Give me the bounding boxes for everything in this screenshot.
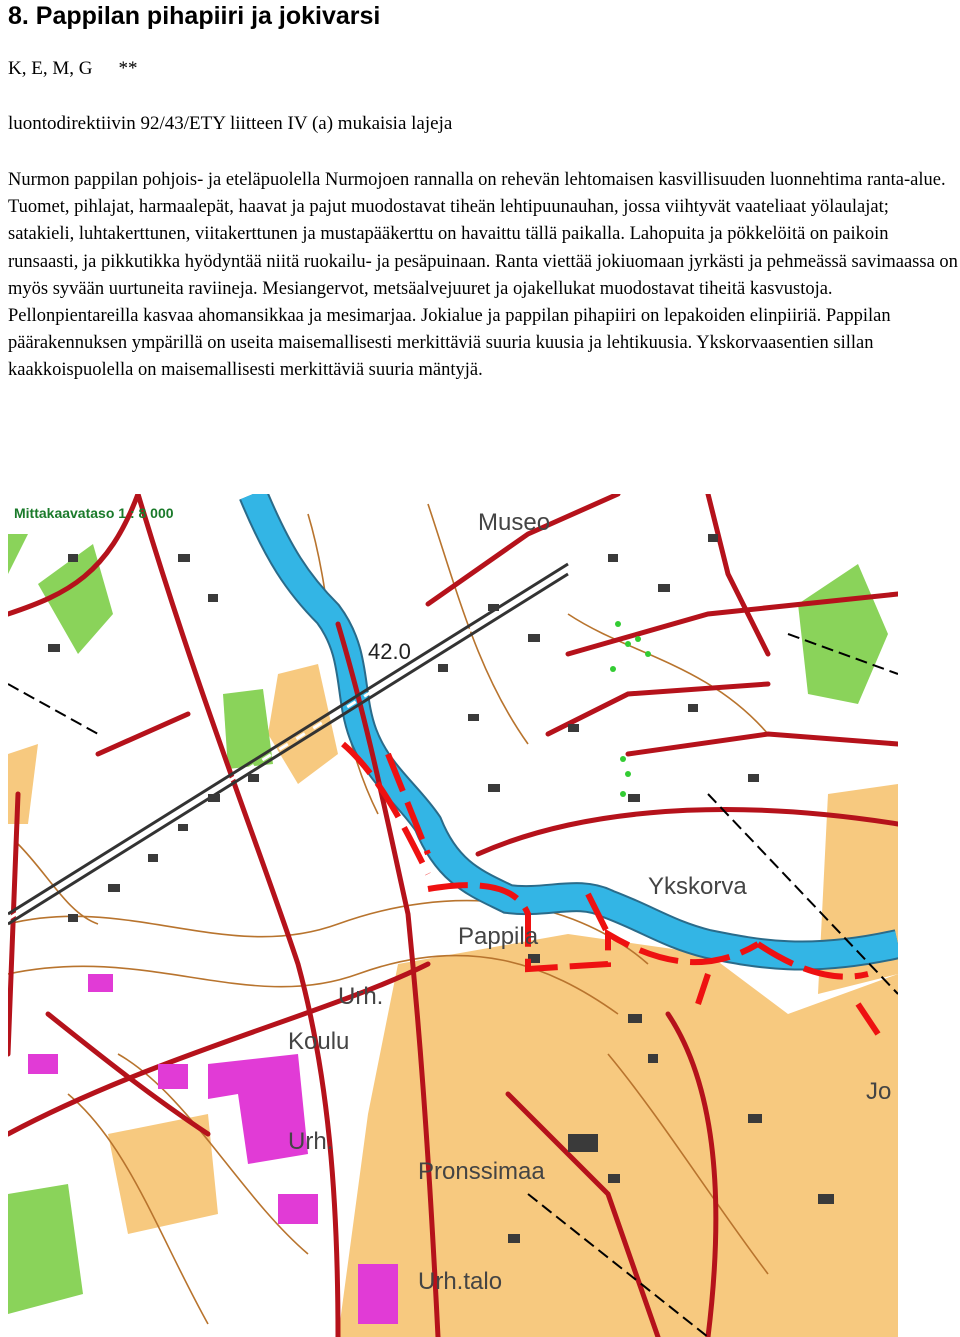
scale-label: Mittakaavataso 1 : 8 000: [14, 505, 174, 521]
rating-stars: **: [118, 58, 138, 79]
category-codes-text: K, E, M, G: [8, 58, 93, 79]
label-pappila: Pappila: [458, 923, 539, 950]
label-jo: Jo: [866, 1078, 892, 1105]
label-ykskorva: Ykskorva: [648, 873, 747, 900]
label-elevation: 42.0: [368, 639, 411, 664]
category-codes: [8, 58, 137, 80]
label-museo: Museo: [478, 509, 551, 536]
directive-line: luontodirektiivin 92/43/ETY liitteen IV (a) mukaisia lajeja: [8, 113, 453, 134]
label-pronssimaa: Pronssimaa: [418, 1158, 545, 1185]
page-title: 8. Pappilan pihapiiri ja jokivarsi: [8, 2, 381, 30]
label-urh-2: Urh.: [288, 1128, 334, 1155]
label-urh-1: Urh.: [338, 983, 384, 1010]
label-koulu: Koulu: [288, 1028, 350, 1055]
description-paragraph: Nurmon pappilan pohjois- ja eteläpuolella Nurmojoen rannalla on rehevän lehtomaisen kasvillisuuden luonnehtima ranta-alue. Tuomet, pihlajat, harmaalepät, haavat ja pajut muodostavat tiheän lehtipuunauhan, jossa viihtyvät vaateliaat yölaulajat; satakieli, luhtakerttunen, viitakerttunen ja mustapääkerttu on havaittu tällä paikalla. Lahopuita ja pökkelöitä on paikoin runsaasti, ja pikkutikka hyödyntää niitä ruokailu- ja pesäpuinaan. Ranta viettää jokiuomaan jyrkästi ja pehmeässä savimaassa on myös syvään uurtuneita raviineja. Mesiangervot, metsäalvejuuret ja ojakellukat muodostavat tiheitä kasvustoja. Pellonpientareilla kasvaa ahomansikkaa ja mesimarjaa. Jokialue ja pappilan pihapiiri on lepakoiden elinpiiriä. Pappilan päärakennuksen ympärillä on useita maisemallisesti merkittäviä suuria kuusia ja lehtikuusia. Ykskorvaasentien sillan kaakkoispuolella on maisemallisesti merkittäviä suuria mäntyjä.: [8, 170, 958, 381]
label-urh-talo: Urh.talo: [418, 1268, 503, 1295]
topographic-map: [8, 494, 898, 1337]
